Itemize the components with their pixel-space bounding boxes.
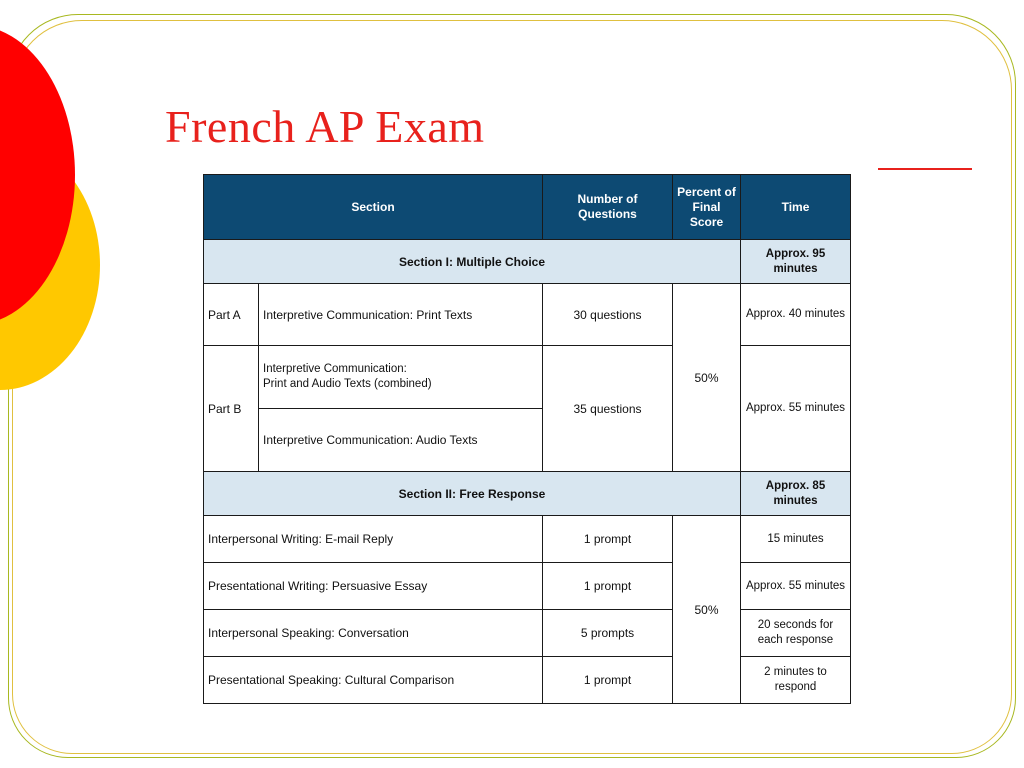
section2-row [204,472,851,516]
free-response-time: Approx. 55 minutes [741,563,851,610]
section2-time: Approx. 85 minutes [741,472,851,516]
header-section: Section [204,175,543,240]
part-b-time: Approx. 55 minutes [741,346,851,472]
table-row [204,563,851,610]
part-b-row-1 [204,346,851,409]
free-response-number: 1 prompt [543,657,673,704]
free-response-desc: Presentational Speaking: Cultural Comparison [204,657,543,704]
free-response-time: 20 seconds for each response [741,610,851,657]
free-response-time: 2 minutes to respond [741,657,851,704]
part-b-desc-1 [259,346,543,409]
section1-row [204,240,851,284]
free-response-time: 15 minutes [741,516,851,563]
section2-label: Section II: Free Response [204,472,741,516]
header-row [204,175,851,240]
section1-time: Approx. 95 minutes [741,240,851,284]
table-row [204,657,851,704]
header-number: Number of Questions [543,175,673,240]
slide-title: French AP Exam [165,101,485,152]
free-response-number: 1 prompt [543,516,673,563]
part-a-number: 30 questions [543,284,673,346]
table-row [204,610,851,657]
part-b-desc-2: Interpretive Communication: Audio Texts [259,409,543,472]
table-row [204,516,851,563]
section1-label: Section I: Multiple Choice [204,240,741,284]
exam-table [203,174,851,704]
part-b-desc-1-line1: Interpretive Communication: [263,363,407,376]
section2-percent: 50% [673,516,741,704]
part-a-desc: Interpretive Communication: Print Texts [259,284,543,346]
part-b-desc-1-line2: Print and Audio Texts (combined) [263,378,432,390]
part-b-label: Part B [204,346,259,472]
free-response-desc: Presentational Writing: Persuasive Essay [204,563,543,610]
header-time: Time [741,175,851,240]
free-response-desc: Interpersonal Speaking: Conversation [204,610,543,657]
part-a-time: Approx. 40 minutes [741,284,851,346]
title-accent-rule [878,168,972,170]
header-percent: Percent of Final Score [673,175,741,240]
part-b-number: 35 questions [543,346,673,472]
free-response-number: 5 prompts [543,610,673,657]
part-a-label: Part A [204,284,259,346]
free-response-number: 1 prompt [543,563,673,610]
section1-percent: 50% [673,284,741,472]
free-response-desc: Interpersonal Writing: E-mail Reply [204,516,543,563]
part-a-row [204,284,851,346]
